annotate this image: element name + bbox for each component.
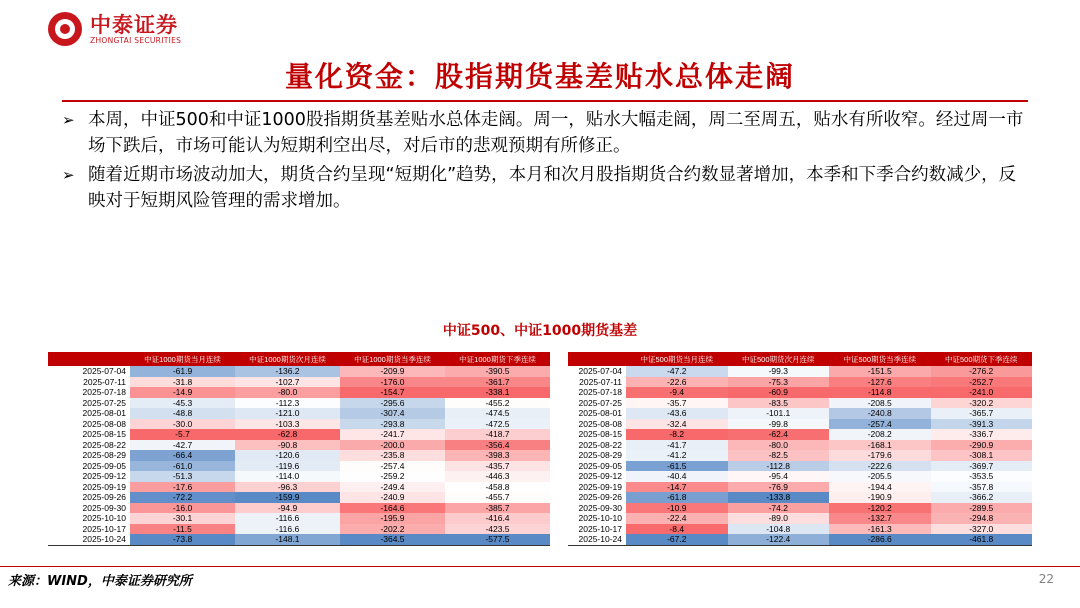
csi500-basis-table <box>568 352 1032 546</box>
table-row <box>48 450 550 461</box>
bullet-item <box>62 108 1032 159</box>
table-header-row <box>48 352 550 366</box>
table-row <box>48 398 550 409</box>
date-cell: 2025-10-10 <box>82 513 126 523</box>
value-cell: -308.1 <box>931 450 1033 461</box>
value-cell: -361.7 <box>445 377 550 388</box>
value-cell: -154.7 <box>340 387 445 398</box>
value-cell: -42.7 <box>130 440 235 451</box>
date-cell: 2025-09-19 <box>578 481 622 492</box>
date-cell: 2025-07-18 <box>578 387 622 397</box>
value-cell: -8.2 <box>626 429 728 440</box>
table-row <box>48 419 550 430</box>
date-cell: 2025-08-01 <box>578 408 622 418</box>
date-cell: 2025-08-15 <box>578 429 622 439</box>
date-cell: 2025-09-19 <box>82 481 126 492</box>
value-cell: -194.4 <box>829 482 931 493</box>
header-cell: 中证500期货次月连续 <box>728 352 830 366</box>
value-cell: -41.7 <box>626 440 728 451</box>
value-cell: -357.8 <box>931 482 1033 493</box>
date-cell: 2025-10-17 <box>578 523 622 534</box>
bullet-text: 随着近期市场波动加大，期货合约呈现“短期化”趋势，本月和次月股指期货合约数显著增加，本季和下季合约数减少，反映对于短期风险管理的需求增加。 <box>88 165 1017 211</box>
date-cell: 2025-07-11 <box>83 376 126 387</box>
value-cell: -43.6 <box>626 408 728 419</box>
value-cell: -66.4 <box>130 450 235 461</box>
value-cell: -114.0 <box>235 471 340 482</box>
header-date <box>568 352 626 366</box>
value-cell: -208.2 <box>829 429 931 440</box>
value-cell: -455.2 <box>445 398 550 409</box>
logo-cn-text: 中泰证券 <box>90 12 178 37</box>
date-cell: 2025-08-08 <box>82 418 126 429</box>
value-cell: -48.8 <box>130 408 235 419</box>
page-title: 量化资金：股指期货基差贴水总体走阔 <box>284 60 795 93</box>
date-cell: 2025-08-08 <box>578 418 622 429</box>
table-row <box>48 440 550 451</box>
value-cell: -249.4 <box>340 482 445 493</box>
value-cell: -286.6 <box>829 534 931 545</box>
table-row <box>48 429 550 440</box>
header-cell: 中证500期货当月连续 <box>626 352 728 366</box>
value-cell: -17.6 <box>130 482 235 493</box>
date-cell: 2025-10-24 <box>568 534 626 545</box>
value-cell: -289.5 <box>931 503 1033 514</box>
value-cell: -90.8 <box>235 440 340 451</box>
table-row <box>568 419 1032 430</box>
table-row <box>568 503 1032 514</box>
value-cell: -62.4 <box>728 429 830 440</box>
table-row <box>48 408 550 419</box>
value-cell: -240.9 <box>340 492 445 503</box>
title-divider <box>62 100 1028 102</box>
value-cell: -22.4 <box>626 513 728 524</box>
value-cell: -112.3 <box>235 398 340 409</box>
logo-icon <box>48 12 82 46</box>
page-number: 22 <box>1038 572 1054 586</box>
table-row <box>568 387 1032 398</box>
value-cell: -336.7 <box>931 429 1033 440</box>
value-cell: -89.0 <box>728 513 830 524</box>
value-cell: -461.8 <box>931 534 1033 545</box>
value-cell: -121.0 <box>235 408 340 419</box>
value-cell: -40.4 <box>626 471 728 482</box>
value-cell: -72.2 <box>130 492 235 503</box>
value-cell: -99.3 <box>728 366 830 377</box>
date-cell: 2025-08-22 <box>578 439 622 450</box>
value-cell: -83.5 <box>728 398 830 409</box>
value-cell: -276.2 <box>931 366 1033 377</box>
value-cell: -290.9 <box>931 440 1033 451</box>
value-cell: -102.7 <box>235 377 340 388</box>
table-row <box>568 398 1032 409</box>
value-cell: -474.5 <box>445 408 550 419</box>
value-cell: -148.1 <box>235 534 340 545</box>
value-cell: -151.5 <box>829 366 931 377</box>
value-cell: -200.0 <box>340 440 445 451</box>
value-cell: -103.3 <box>235 419 340 430</box>
value-cell: -76.9 <box>728 482 830 493</box>
value-cell: -114.8 <box>829 387 931 398</box>
table-row <box>48 492 550 503</box>
table-row <box>48 471 550 482</box>
value-cell: -257.4 <box>829 419 931 430</box>
value-cell: -127.6 <box>829 377 931 388</box>
value-cell: -35.7 <box>626 398 728 409</box>
date-cell: 2025-09-05 <box>578 460 622 471</box>
value-cell: -61.8 <box>626 492 728 503</box>
arrow-bullet-icon: ➢ <box>62 166 75 184</box>
value-cell: -353.5 <box>931 471 1033 482</box>
table-row <box>48 366 550 377</box>
date-cell: 2025-09-26 <box>82 492 126 502</box>
value-cell: -418.7 <box>445 429 550 440</box>
table-row <box>48 377 550 388</box>
header-cell: 中证1000期货当月连续 <box>130 352 235 366</box>
value-cell: -390.5 <box>445 366 550 377</box>
date-cell: 2025-07-04 <box>82 366 126 376</box>
value-cell: -96.3 <box>235 482 340 493</box>
value-cell: -235.8 <box>340 450 445 461</box>
company-logo <box>48 12 181 46</box>
bullet-item <box>62 163 1032 214</box>
value-cell: -366.2 <box>931 492 1033 503</box>
table-row <box>48 461 550 472</box>
value-cell: -67.2 <box>626 534 728 545</box>
date-cell: 2025-09-05 <box>82 460 126 471</box>
value-cell: -120.6 <box>235 450 340 461</box>
value-cell: -47.2 <box>626 366 728 377</box>
date-cell: 2025-09-12 <box>82 471 126 481</box>
value-cell: -74.2 <box>728 503 830 514</box>
table-row <box>568 513 1032 524</box>
value-cell: -161.3 <box>829 524 931 535</box>
value-cell: -195.9 <box>340 513 445 524</box>
value-cell: -61.0 <box>130 461 235 472</box>
value-cell: -132.7 <box>829 513 931 524</box>
value-cell: -75.3 <box>728 377 830 388</box>
value-cell: -320.2 <box>931 398 1033 409</box>
value-cell: -60.9 <box>728 387 830 398</box>
value-cell: -104.8 <box>728 524 830 535</box>
value-cell: -435.7 <box>445 461 550 472</box>
header-cell: 中证1000期货下季连续 <box>445 352 550 366</box>
value-cell: -294.8 <box>931 513 1033 524</box>
value-cell: -99.8 <box>728 419 830 430</box>
value-cell: -252.7 <box>931 377 1033 388</box>
value-cell: -179.6 <box>829 450 931 461</box>
date-cell: 2025-08-29 <box>578 450 622 460</box>
date-cell: 2025-09-12 <box>578 471 622 481</box>
value-cell: -61.5 <box>626 461 728 472</box>
value-cell: -5.7 <box>130 429 235 440</box>
value-cell: -22.6 <box>626 377 728 388</box>
value-cell: -62.8 <box>235 429 340 440</box>
value-cell: -41.2 <box>626 450 728 461</box>
date-cell: 2025-07-11 <box>579 376 622 387</box>
value-cell: -95.4 <box>728 471 830 482</box>
date-cell: 2025-10-17 <box>82 523 126 534</box>
bullet-list <box>62 108 1032 218</box>
header-cell: 中证500期货当季连续 <box>829 352 931 366</box>
value-cell: -61.9 <box>130 366 235 377</box>
source-note: 来源：WIND，中泰证券研究所 <box>8 574 192 589</box>
table-row <box>568 450 1032 461</box>
value-cell: -51.3 <box>130 471 235 482</box>
value-cell: -14.9 <box>130 387 235 398</box>
value-cell: -30.1 <box>130 513 235 524</box>
logo-en-text: ZHONGTAI SECURITIES <box>90 35 182 45</box>
date-cell: 2025-09-30 <box>578 502 622 513</box>
date-cell: 2025-08-29 <box>82 450 126 460</box>
csi1000-basis-table <box>48 352 550 546</box>
value-cell: -73.8 <box>130 534 235 545</box>
value-cell: -205.5 <box>829 471 931 482</box>
value-cell: -241.0 <box>931 387 1033 398</box>
header-cell: 中证1000期货当季连续 <box>340 352 445 366</box>
value-cell: -9.4 <box>626 387 728 398</box>
value-cell: -31.8 <box>130 377 235 388</box>
value-cell: -416.4 <box>445 513 550 524</box>
value-cell: -133.8 <box>728 492 830 503</box>
value-cell: -30.0 <box>130 419 235 430</box>
date-cell: 2025-09-26 <box>578 492 622 502</box>
date-cell: 2025-07-25 <box>578 397 622 408</box>
value-cell: -136.2 <box>235 366 340 377</box>
value-cell: -45.3 <box>130 398 235 409</box>
value-cell: -327.0 <box>931 524 1033 535</box>
value-cell: -385.7 <box>445 503 550 514</box>
value-cell: -80.0 <box>235 387 340 398</box>
arrow-bullet-icon: ➢ <box>62 111 75 129</box>
value-cell: -116.6 <box>235 524 340 535</box>
header-cell: 中证1000期货次月连续 <box>235 352 340 366</box>
value-cell: -80.0 <box>728 440 830 451</box>
table-row <box>48 503 550 514</box>
date-cell: 2025-09-30 <box>82 502 126 513</box>
table-row <box>568 377 1032 388</box>
value-cell: -241.7 <box>340 429 445 440</box>
date-cell: 2025-07-18 <box>82 387 126 397</box>
value-cell: -10.9 <box>626 503 728 514</box>
value-cell: -202.2 <box>340 524 445 535</box>
table-row <box>48 524 550 535</box>
value-cell: -338.1 <box>445 387 550 398</box>
date-cell: 2025-10-10 <box>578 513 622 523</box>
value-cell: -257.4 <box>340 461 445 472</box>
value-cell: -11.5 <box>130 524 235 535</box>
value-cell: -8.4 <box>626 524 728 535</box>
header-cell: 中证500期货下季连续 <box>931 352 1033 366</box>
value-cell: -398.3 <box>445 450 550 461</box>
table-row <box>48 387 550 398</box>
date-cell: 2025-07-25 <box>82 397 126 408</box>
table-row <box>568 482 1032 493</box>
value-cell: -293.8 <box>340 419 445 430</box>
value-cell: -120.2 <box>829 503 931 514</box>
value-cell: -391.3 <box>931 419 1033 430</box>
value-cell: -295.6 <box>340 398 445 409</box>
value-cell: -101.1 <box>728 408 830 419</box>
value-cell: -356.4 <box>445 440 550 451</box>
value-cell: -208.5 <box>829 398 931 409</box>
value-cell: -119.6 <box>235 461 340 472</box>
value-cell: -455.7 <box>445 492 550 503</box>
value-cell: -159.9 <box>235 492 340 503</box>
table-row <box>568 408 1032 419</box>
table-row <box>48 534 550 545</box>
table-row <box>568 366 1032 377</box>
value-cell: -168.1 <box>829 440 931 451</box>
value-cell: -369.7 <box>931 461 1033 472</box>
value-cell: -240.8 <box>829 408 931 419</box>
table-row <box>568 534 1032 545</box>
value-cell: -16.0 <box>130 503 235 514</box>
value-cell: -472.5 <box>445 419 550 430</box>
value-cell: -112.8 <box>728 461 830 472</box>
table-row <box>568 471 1032 482</box>
table-row <box>48 513 550 524</box>
value-cell: -209.9 <box>340 366 445 377</box>
date-cell: 2025-07-04 <box>578 366 622 376</box>
bullet-text: 本周，中证500和中证1000股指期货基差贴水总体走阔。周一，贴水大幅走阔，周二至周五，贴水有所收窄。经过周一市场下跌后，市场可能认为短期利空出尽，对后市的悲观预期有所修正。 <box>88 110 1024 156</box>
value-cell: -176.0 <box>340 377 445 388</box>
footer-divider <box>0 566 1080 567</box>
chart-title: 中证500、中证1000期货基差 <box>442 323 638 339</box>
value-cell: -32.4 <box>626 419 728 430</box>
date-cell: 2025-08-22 <box>82 439 126 450</box>
table-row <box>568 440 1032 451</box>
value-cell: -365.7 <box>931 408 1033 419</box>
date-cell: 2025-08-01 <box>82 408 126 418</box>
value-cell: -14.7 <box>626 482 728 493</box>
value-cell: -446.3 <box>445 471 550 482</box>
value-cell: -222.6 <box>829 461 931 472</box>
table-row <box>568 429 1032 440</box>
value-cell: -577.5 <box>445 534 550 545</box>
value-cell: -458.8 <box>445 482 550 493</box>
value-cell: -423.5 <box>445 524 550 535</box>
value-cell: -82.5 <box>728 450 830 461</box>
date-cell: 2025-08-15 <box>82 429 126 439</box>
table-row <box>568 461 1032 472</box>
table-row <box>568 492 1032 503</box>
date-cell: 2025-10-24 <box>48 534 130 545</box>
value-cell: -307.4 <box>340 408 445 419</box>
value-cell: -94.9 <box>235 503 340 514</box>
value-cell: -122.4 <box>728 534 830 545</box>
value-cell: -116.6 <box>235 513 340 524</box>
table-header-row <box>568 352 1032 366</box>
value-cell: -190.9 <box>829 492 931 503</box>
value-cell: -164.6 <box>340 503 445 514</box>
value-cell: -259.2 <box>340 471 445 482</box>
table-row <box>568 524 1032 535</box>
value-cell: -364.5 <box>340 534 445 545</box>
header-date <box>48 352 130 366</box>
table-row <box>48 482 550 493</box>
